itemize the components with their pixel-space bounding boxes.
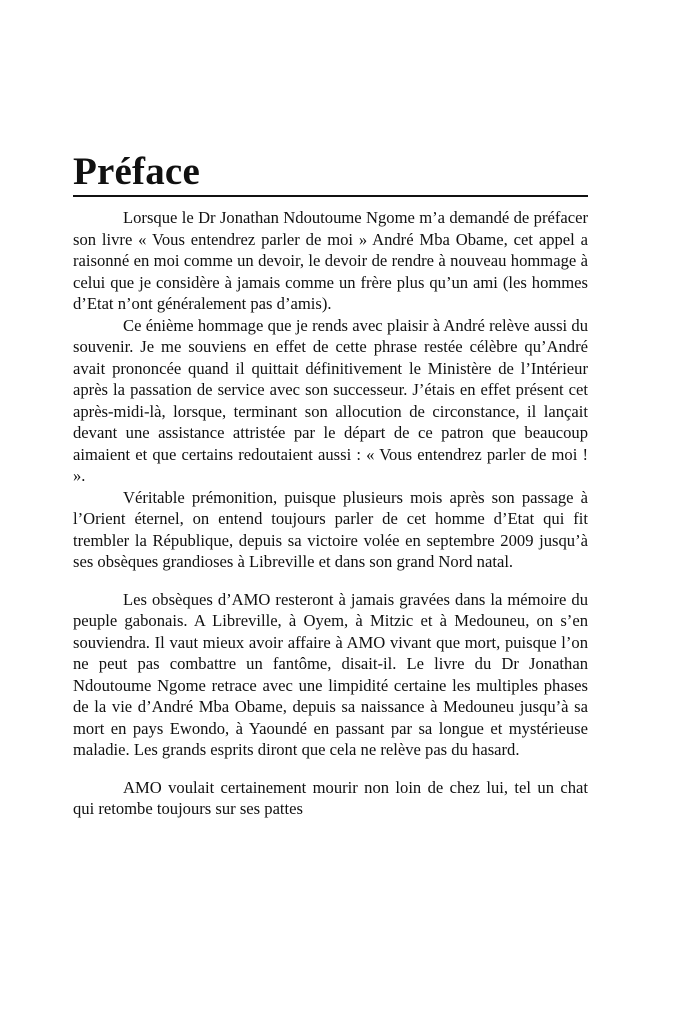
document-page [73, 150, 588, 820]
paragraph-5: AMO voulait certainement mourir non loin de chez lui, tel un chat qui retombe toujours sur ses pattes [73, 777, 588, 818]
paragraph-4: Les obsèques d’AMO resteront à jamais gravées dans la mémoire du peuple gabonais. A Libreville, à Oyem, à Mitzic et à Medouneu, on s’en souviendra. Il vaut mieux avoir affaire à AMO vivant que mort, puisque l’on ne peut pas combattre un fantôme, disait-il. Le livre du Dr Jonathan Ndoutoume Ngome retrace avec une limpidité certaine les multiples phases de la vie d’André Mba Obame, depuis sa naissance à Medouneu jusqu’à sa mort en pays Ewondo, à Yaoundé en passant par sa longue et mystérieuse maladie. Les grands esprits diront que cela ne relève pas du hasard. [73, 589, 588, 759]
page-title: Préface [73, 150, 588, 197]
paragraph-3: Véritable prémonition, puisque plusieurs mois après son passage à l’Orient éternel, on entend toujours parler de cet homme d’Etat qui fit trembler la République, depuis sa victoire volée en septembre 2009 jusqu’à ses obsèques grandioses à Libreville et dans son grand Nord natal. [73, 487, 588, 571]
document-body [73, 207, 588, 820]
paragraph-1: Lorsque le Dr Jonathan Ndoutoume Ngome m’a demandé de préfacer son livre « Vous entendrez parler de moi » André Mba Obame, cet appel a raisonné en moi comme un devoir, le devoir de rendre à nouveau hommage à celui que je considère à jamais comme un frère plus qu’un ami (les hommes d’Etat n’ont généralement pas d’amis). [73, 208, 588, 313]
paragraph-2: Ce énième hommage que je rends avec plaisir à André relève aussi du souvenir. Je me souviens en effet de cette phrase restée célèbre qu’André avait prononcée quand il quittait définitivement le Ministère de l’Intérieur après la passation de service avec son successeur. J’étais en effet présent cet après-midi-là, lorsque, terminant son allocution de circonstance, il lançait devant une assistance attristée par le départ de ce patron que beaucoup aimaient et que certains redoutaient aussi : « Vous entendrez parler de moi ! ». [73, 315, 588, 485]
